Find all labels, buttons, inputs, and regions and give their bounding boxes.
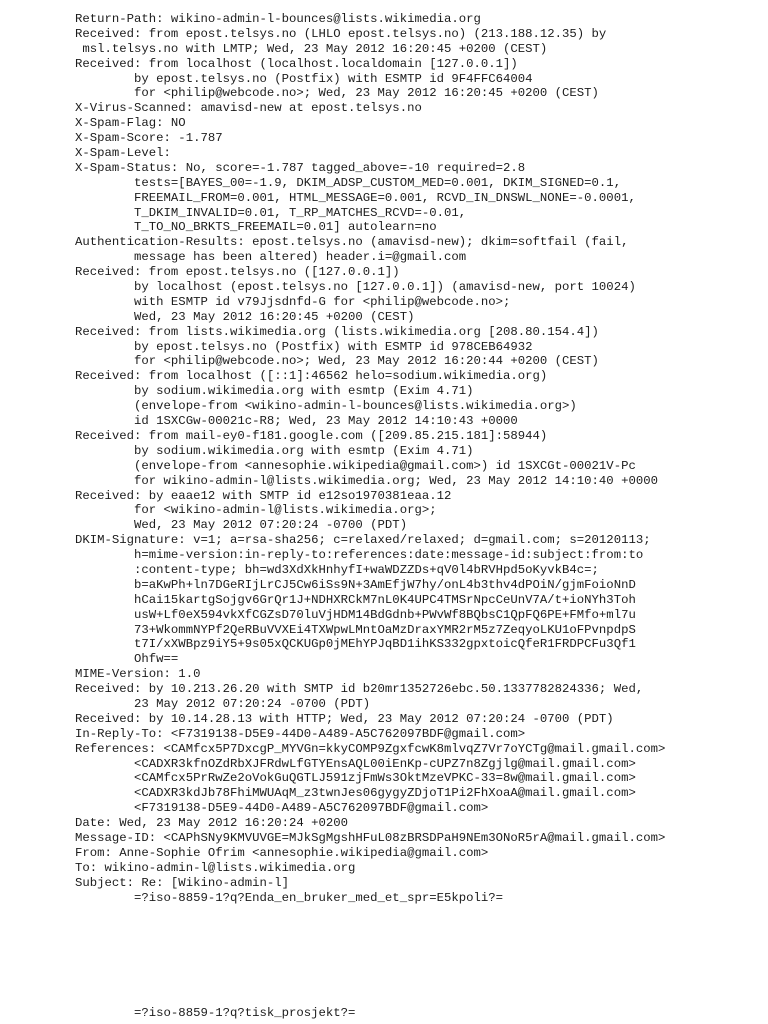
header-line: Authentication-Results: epost.telsys.no (amavisd-new); dkim=softfail (fail, <box>75 235 629 250</box>
header-line: To: wikino-admin-l@lists.wikimedia.org <box>75 860 356 875</box>
header-line: T_TO_NO_BRKTS_FREEMAIL=0.01] autolearn=no <box>75 220 437 235</box>
header-line: <CADXR3kfnOZdRbXJFRdwLfGTYEnsAQL00iEnKp-cUPZ7n8Zgjlg@mail.gmail.com> <box>75 756 636 771</box>
header-line: 23 May 2012 07:20:24 -0700 (PDT) <box>75 696 371 711</box>
header-line: (envelope-from <annesophie.wikipedia@gmail.com>) id 1SXCGt-00021V-Pc <box>75 458 636 473</box>
header-line: References: <CAMfcx5P7DxcgP_MYVGn=kkyCOMP9ZgxfcwK8mlvqZ7Vr7oYCTg@mail.gmail.com> <box>75 741 666 756</box>
header-line: Received: by 10.14.28.13 with HTTP; Wed, 23 May 2012 07:20:24 -0700 (PDT) <box>75 711 614 726</box>
header-line: Date: Wed, 23 May 2012 16:20:24 +0200 <box>75 816 349 831</box>
header-line: X-Spam-Level: <box>75 146 171 161</box>
header-line: X-Spam-Status: No, score=-1.787 tagged_above=-10 required=2.8 <box>75 160 526 175</box>
header-line: id 1SXCGw-00021c-R8; Wed, 23 May 2012 14:10:43 +0000 <box>75 414 518 429</box>
header-line: Received: from epost.telsys.no (LHLO epost.telsys.no) (213.188.12.35) by <box>75 26 607 41</box>
header-line: by epost.telsys.no (Postfix) with ESMTP id 978CEB64932 <box>75 339 533 354</box>
header-line: X-Virus-Scanned: amavisd-new at epost.telsys.no <box>75 101 422 116</box>
header-line: by localhost (epost.telsys.no [127.0.0.1]) (amavisd-new, port 10024) <box>75 280 636 295</box>
header-line: Ohfw== <box>75 652 179 667</box>
header-line: message has been altered) header.i=@gmail.com <box>75 250 467 265</box>
header-line: DKIM-Signature: v=1; a=rsa-sha256; c=relaxed/relaxed; d=gmail.com; s=20120113; <box>75 533 651 548</box>
header-line: <F7319138-D5E9-44D0-A489-A5C762097BDF@gmail.com> <box>75 801 489 816</box>
header-line: by sodium.wikimedia.org with esmtp (Exim 4.71) <box>75 384 474 399</box>
header-line: for <philip@webcode.no>; Wed, 23 May 2012 16:20:45 +0200 (CEST) <box>75 86 599 101</box>
header-line: hCai15kartgSojgv6GrQr1J+NDHXRCkM7nL0K4UPC4TMSrNpcCeUnV7A/t+ioNYh3Toh <box>75 592 636 607</box>
header-line: msl.telsys.no with LMTP; Wed, 23 May 2012 16:20:45 +0200 (CEST) <box>75 41 548 56</box>
subject-continuation-line: =?iso-8859-1?q?tisk_prosjekt?= <box>75 1006 356 1020</box>
header-line: Received: from localhost ([::1]:46562 helo=sodium.wikimedia.org) <box>75 369 548 384</box>
header-line: Received: from epost.telsys.no ([127.0.0.1]) <box>75 265 400 280</box>
header-line: From: Anne-Sophie Ofrim <annesophie.wikipedia@gmail.com> <box>75 845 489 860</box>
header-line: with ESMTP id v79Jjsdnfd-G for <philip@webcode.no>; <box>75 294 511 309</box>
header-line: MIME-Version: 1.0 <box>75 667 201 682</box>
email-headers <box>75 12 665 905</box>
header-line: Received: by 10.213.26.20 with SMTP id b20mr1352726ebc.50.1337782824336; Wed, <box>75 682 644 697</box>
header-line: usW+Lf0eX594vkXfCGZsD70luVjHDM14BdGdnb+PWvWf8BQbsC1QpFQ6PE+FMfo+ml7u <box>75 607 636 622</box>
header-line: Wed, 23 May 2012 16:20:45 +0200 (CEST) <box>75 309 415 324</box>
header-line: Subject: Re: [Wikino-admin-l] <box>75 875 290 890</box>
header-line: <CAMfcx5PrRwZe2oVokGuQGTLJ591zjFmWs3OktMzeVPKC-33=8w@mail.gmail.com> <box>75 771 636 786</box>
header-line: by epost.telsys.no (Postfix) with ESMTP id 9F4FFC64004 <box>75 71 533 86</box>
header-line: Return-Path: wikino-admin-l-bounces@lists.wikimedia.org <box>75 12 481 26</box>
header-line: In-Reply-To: <F7319138-D5E9-44D0-A489-A5C762097BDF@gmail.com> <box>75 726 526 741</box>
header-line: Message-ID: <CAPhSNy9KMVUVGE=MJkSgMgshHFuL08zBRSDPaH9NEm3ONoR5rA@mail.gmail.com> <box>75 830 666 845</box>
header-line: :content-type; bh=wd3XdXkHnhyfI+waWDZZDs+qV0l4bRVHpd5oKyvkB4c=; <box>75 562 599 577</box>
header-line: T_DKIM_INVALID=0.01, T_RP_MATCHES_RCVD=-0.01, <box>75 205 467 220</box>
header-line: tests=[BAYES_00=-1.9, DKIM_ADSP_CUSTOM_MED=0.001, DKIM_SIGNED=0.1, <box>75 175 622 190</box>
header-line: (envelope-from <wikino-admin-l-bounces@lists.wikimedia.org>) <box>75 399 577 414</box>
header-line: Received: by eaae12 with SMTP id e12so1970381eaa.12 <box>75 488 452 503</box>
header-line: <CADXR3kdJb78FhiMWUAqM_z3twnJes06gygyZDjoT1Pi2FhXoaA@mail.gmail.com> <box>75 786 636 801</box>
header-line: b=aKwPh+ln7DGeRIjLrCJ5Cw6iSs9N+3AmEfjW7hy/onL4b3thv4dPOiN/gjmFoioNnD <box>75 577 636 592</box>
header-line: X-Spam-Score: -1.787 <box>75 131 223 146</box>
header-line: for wikino-admin-l@lists.wikimedia.org; Wed, 23 May 2012 14:10:40 +0000 <box>75 473 658 488</box>
header-line: for <philip@webcode.no>; Wed, 23 May 2012 16:20:44 +0200 (CEST) <box>75 354 599 369</box>
header-line: 73+WkommNYPf2QeRBuVVXEi4TXWpwLMntOaMzDraxYMR2rM5z7ZeqyoLKU1oFPvnpdpS <box>75 622 636 637</box>
header-line: for <wikino-admin-l@lists.wikimedia.org>; <box>75 503 437 518</box>
header-line: FREEMAIL_FROM=0.001, HTML_MESSAGE=0.001, RCVD_IN_DNSWL_NONE=-0.0001, <box>75 190 636 205</box>
header-line: h=mime-version:in-reply-to:references:date:message-id:subject:from:to <box>75 548 644 563</box>
header-line: Received: from mail-ey0-f181.google.com ([209.85.215.181]:58944) <box>75 428 548 443</box>
header-line: X-Spam-Flag: NO <box>75 116 186 131</box>
header-line: Received: from lists.wikimedia.org (lists.wikimedia.org [208.80.154.4]) <box>75 324 599 339</box>
header-line: by sodium.wikimedia.org with esmtp (Exim 4.71) <box>75 443 474 458</box>
header-line: Received: from localhost (localhost.localdomain [127.0.0.1]) <box>75 56 518 71</box>
header-line: t7I/xXWBpz9iY5+9s05xQCKUGp0jMEhYPJqBD1ihKS332gpxtoicQfeR1FRDPCFu3Qf1 <box>75 637 636 652</box>
header-line: =?iso-8859-1?q?Enda_en_bruker_med_et_spr=E5kpoli?= <box>75 890 504 905</box>
header-line: Wed, 23 May 2012 07:20:24 -0700 (PDT) <box>75 518 408 533</box>
